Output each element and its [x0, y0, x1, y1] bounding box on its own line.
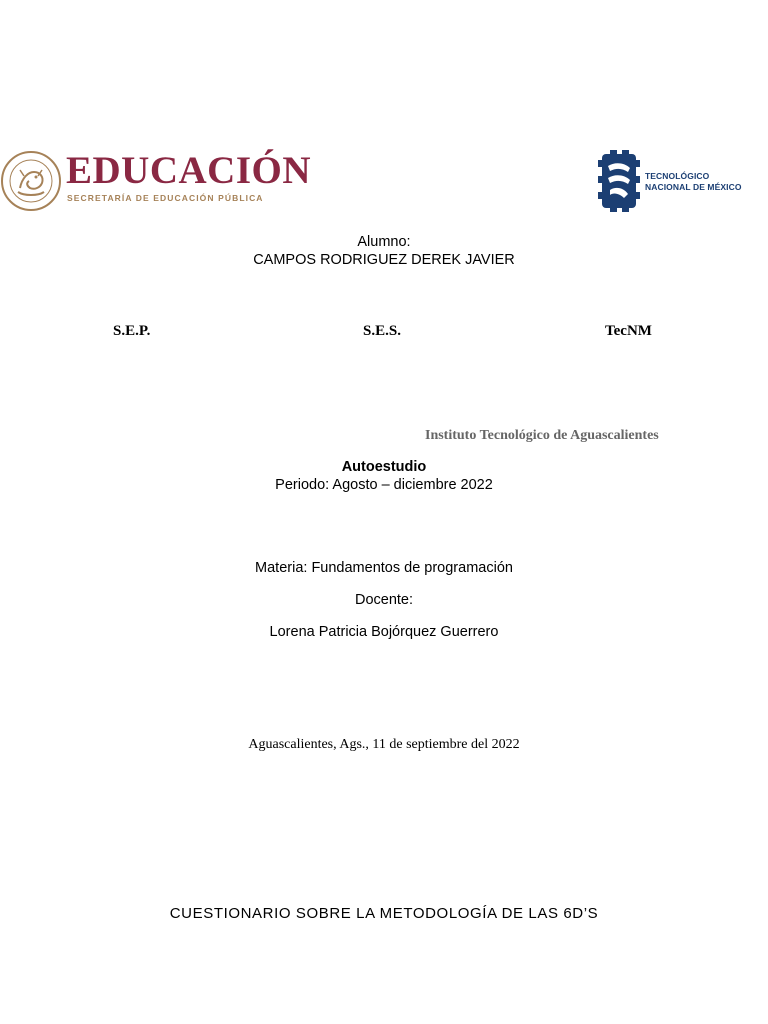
tecnm-logo-line1: TECNOLÓGICO — [645, 171, 710, 181]
institution-ses: S.E.S. — [363, 323, 401, 339]
course-period: Periodo: Agosto – diciembre 2022 — [275, 477, 493, 493]
sep-logo-wordmark: EDUCACIÓN — [66, 149, 312, 192]
mexico-seal-icon — [0, 150, 62, 212]
tecnm-logo-text — [645, 171, 742, 193]
teacher-label: Docente: — [354, 592, 414, 608]
sep-logo-subtitle: SECRETARÍA DE EDUCACIÓN PÚBLICA — [67, 193, 264, 203]
institute-name: Instituto Tecnológico de Aguascalientes — [425, 428, 659, 443]
tecnm-logo — [598, 150, 748, 214]
document-title: CUESTIONARIO SOBRE LA METODOLOGÍA DE LAS 6D’S — [169, 905, 599, 922]
student-label: Alumno: — [357, 234, 411, 250]
place-date: Aguascalientes, Ags., 11 de septiembre del 2022 — [248, 737, 520, 752]
sep-logo — [0, 146, 312, 218]
teacher-name: Lorena Patricia Bojórquez Guerrero — [269, 624, 499, 640]
tecnm-logo-line2: NACIONAL DE MÉXICO — [645, 182, 742, 192]
institution-sep: S.E.P. — [113, 323, 151, 339]
course-type: Autoestudio — [341, 459, 427, 475]
student-name: CAMPOS RODRIGUEZ DEREK JAVIER — [253, 252, 515, 268]
institution-tecnm: TecNM — [605, 323, 652, 339]
course-subject: Materia: Fundamentos de programación — [255, 560, 513, 576]
tecnm-gear-icon — [598, 150, 642, 212]
